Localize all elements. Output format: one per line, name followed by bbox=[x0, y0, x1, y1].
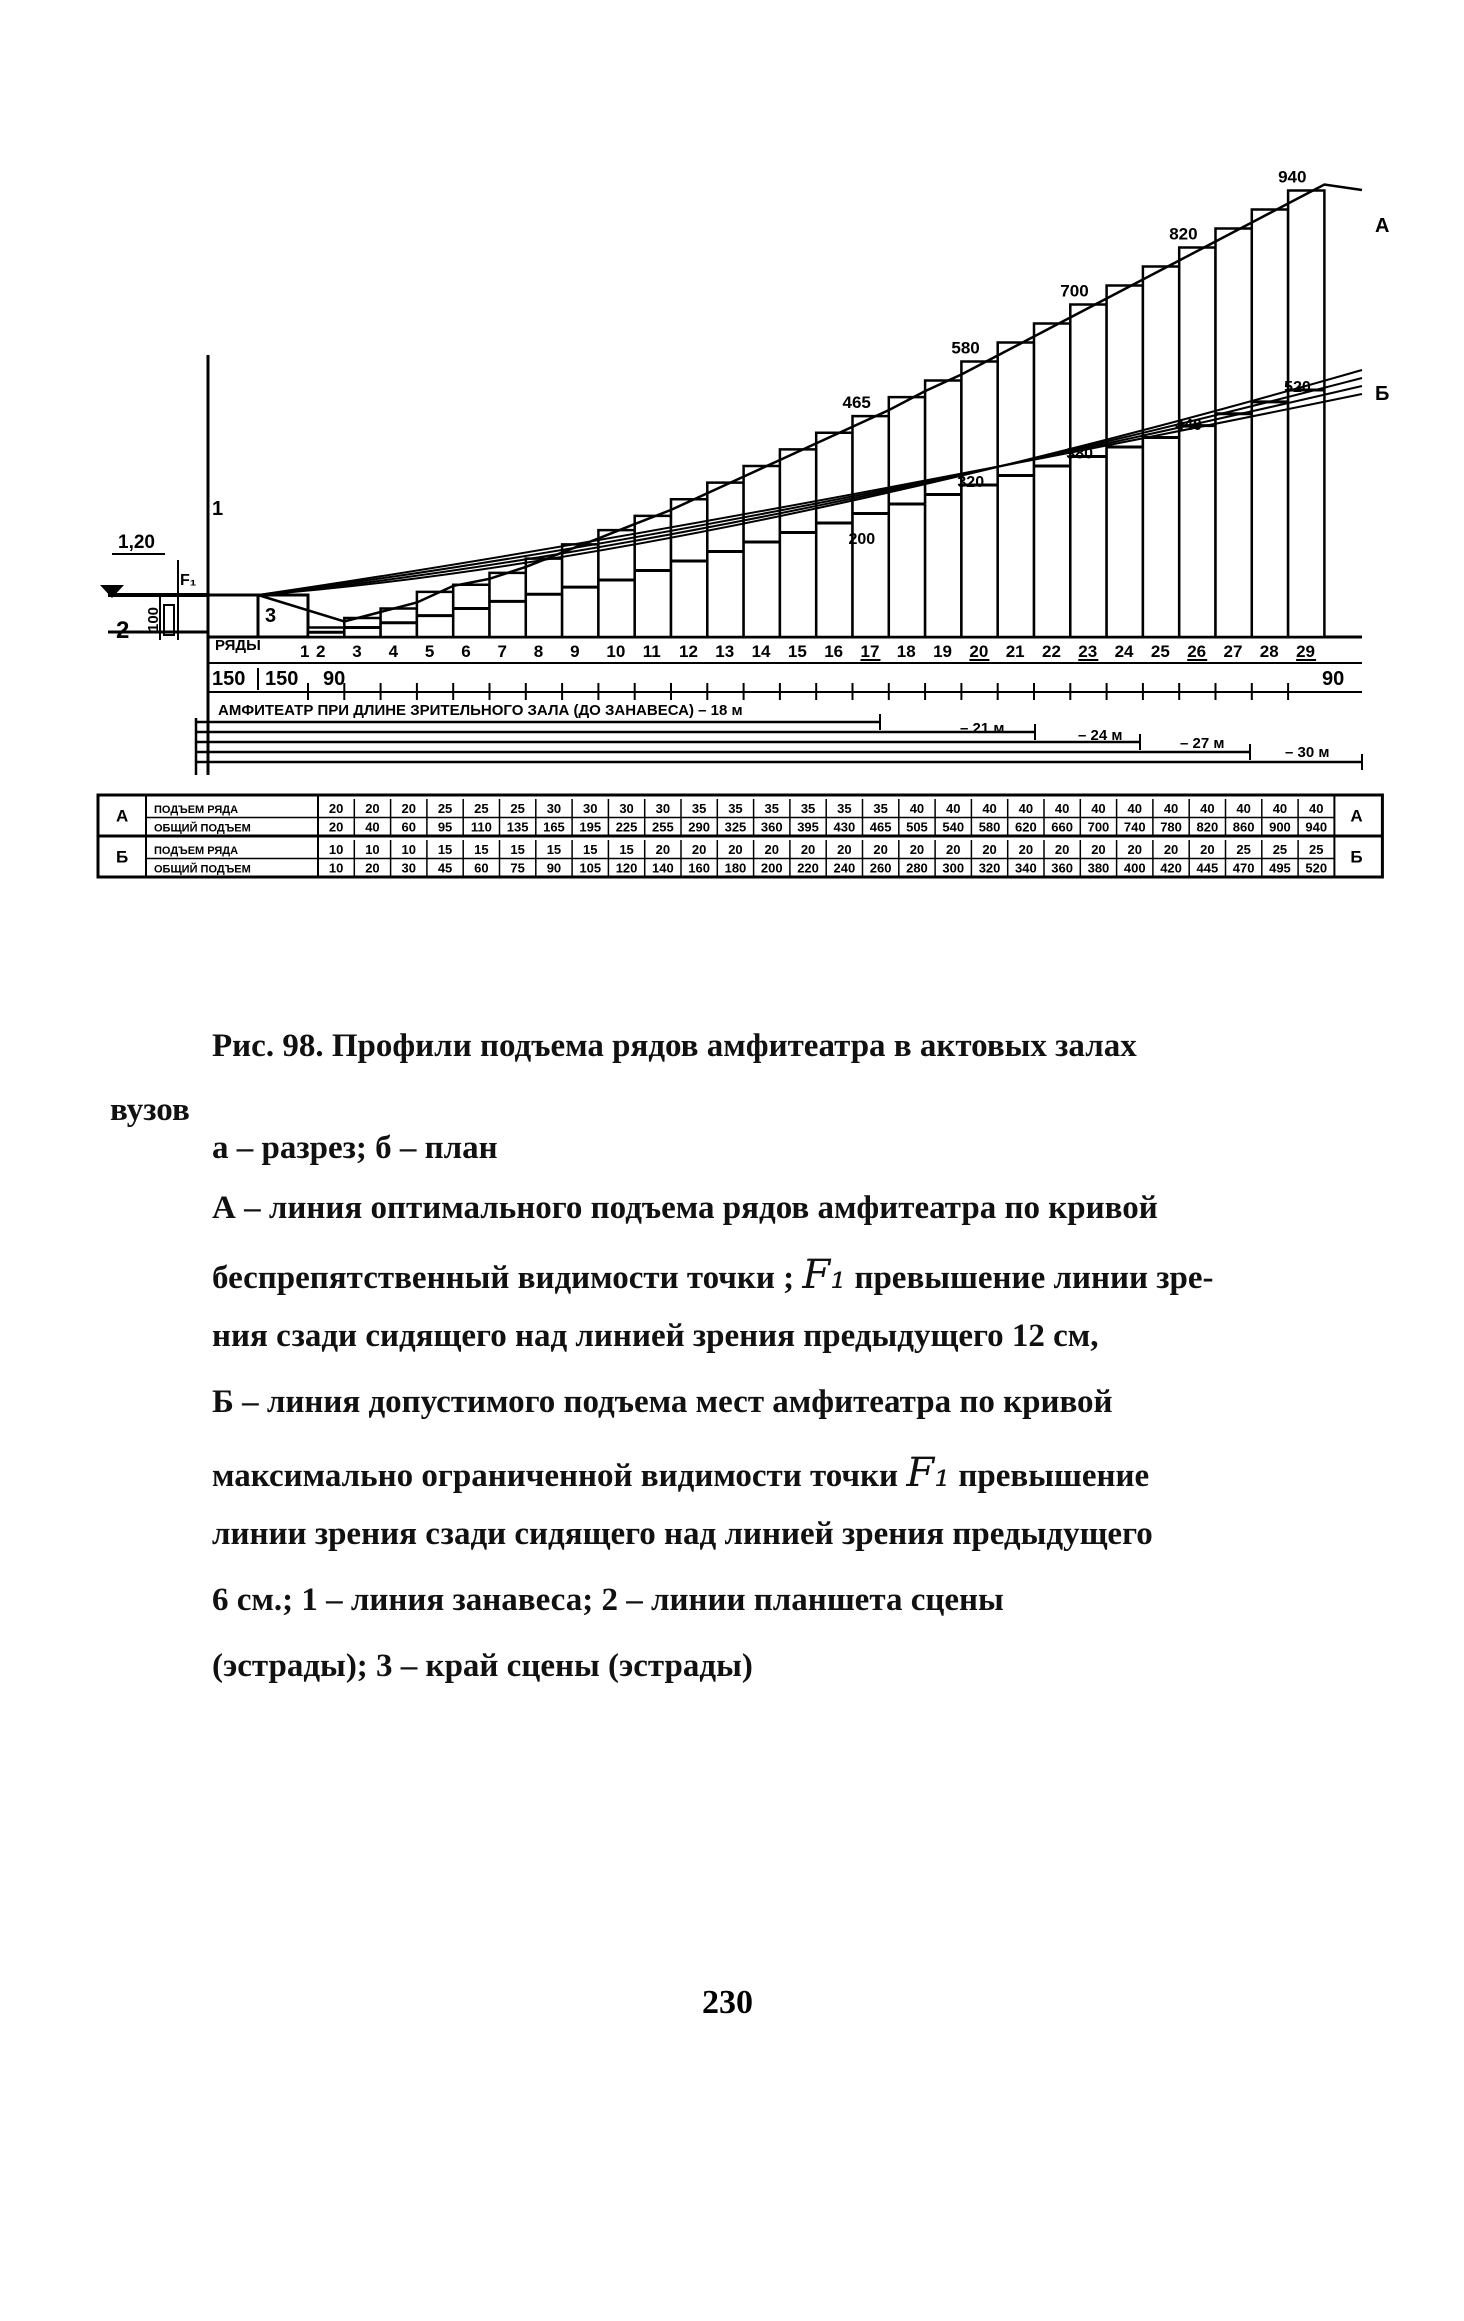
row-number: 28 bbox=[1259, 642, 1279, 661]
row-bar-A bbox=[453, 585, 489, 637]
table-cell: 400 bbox=[1123, 860, 1146, 876]
table-cell: 20 bbox=[728, 842, 743, 857]
table-cell: 20 bbox=[1054, 842, 1070, 857]
row-number: 27 bbox=[1223, 642, 1243, 661]
table-cell: 10 bbox=[328, 860, 344, 876]
table-cell: 20 bbox=[1163, 842, 1179, 857]
caption-line-10: 6 см.; 1 – линия занавеса; 2 – линии планшета сцены bbox=[212, 1582, 1004, 1618]
table-cell: 110 bbox=[470, 819, 492, 835]
table-cell: 780 bbox=[1160, 819, 1182, 835]
length-label-30: – 30 м bbox=[1285, 744, 1330, 761]
table-cell: 520 bbox=[1305, 860, 1328, 876]
table-cell: 20 bbox=[800, 842, 816, 857]
caption-line-1: Рис. 98. Профили подъема рядов амфитеатра в актовых залах bbox=[212, 1028, 1137, 1064]
row-bar-A bbox=[707, 483, 743, 637]
table-cell: 10 bbox=[328, 842, 344, 857]
table-cell: 40 bbox=[1018, 801, 1034, 816]
table-cell: 15 bbox=[619, 842, 634, 857]
row-bar-A bbox=[889, 397, 925, 637]
table-cell: 220 bbox=[797, 860, 819, 876]
table-cell: 40 bbox=[1091, 801, 1106, 816]
f1-symbol: F₁ bbox=[802, 1252, 847, 1298]
caption-line-3: а – разрез; б – план bbox=[212, 1130, 498, 1166]
table-cell: 20 bbox=[365, 801, 380, 816]
caption-line-9: линии зрения сзади сидящего над линией зрения предыдущего bbox=[212, 1516, 1153, 1552]
table-cell: 10 bbox=[365, 842, 380, 857]
row-bar-A bbox=[1107, 286, 1143, 638]
table-row-label: ОБЩИЙ ПОДЪЕМ bbox=[154, 822, 251, 835]
row-number: 2 bbox=[316, 642, 326, 661]
table-cell: 35 bbox=[800, 801, 816, 816]
row-bar-A bbox=[1070, 305, 1106, 638]
row-bar-A bbox=[1252, 210, 1288, 638]
table-cell: 540 bbox=[942, 819, 965, 835]
table-cell: 20 bbox=[1200, 842, 1215, 857]
row-number: 15 bbox=[787, 642, 807, 661]
row-bar-A bbox=[780, 449, 816, 637]
length-label-24: – 24 м bbox=[1078, 727, 1123, 744]
table-cell: 35 bbox=[873, 801, 888, 816]
caption-line-5a: беспрепятственный видимости точки ; bbox=[212, 1260, 795, 1296]
table-cell: 20 bbox=[691, 842, 707, 857]
caption-line-2: вузов bbox=[110, 1092, 190, 1128]
table-cell: 35 bbox=[691, 801, 707, 816]
spacing-90-end: 90 bbox=[1322, 668, 1345, 690]
row-number: 12 bbox=[679, 642, 698, 661]
rows-label: РЯДЫ bbox=[215, 637, 261, 654]
table-cell: 300 bbox=[942, 860, 965, 876]
row-number: 21 bbox=[1005, 642, 1025, 661]
length-label-27: – 27 м bbox=[1180, 735, 1225, 752]
table-cell: 30 bbox=[401, 860, 416, 876]
row-bar-A bbox=[526, 559, 562, 637]
row-number: 3 bbox=[352, 642, 362, 661]
table-cell: 40 bbox=[1127, 801, 1142, 816]
table-cell: 20 bbox=[1127, 842, 1142, 857]
table-cell: 860 bbox=[1232, 819, 1255, 835]
row-bar-A bbox=[1288, 191, 1324, 638]
table-cell: 40 bbox=[365, 819, 380, 835]
curve-B-label: Б bbox=[1375, 383, 1390, 405]
caption-line-11: (эстрады); 3 – край сцены (эстрады) bbox=[212, 1648, 753, 1684]
caption-line-8 bbox=[212, 1450, 1149, 1496]
table-cell: 15 bbox=[546, 842, 562, 857]
table-cell: 90 bbox=[546, 860, 562, 876]
row-bar-A bbox=[671, 499, 707, 637]
row-number: 17 bbox=[860, 642, 880, 661]
caption-line-6: ния сзади сидящего над линией зрения предыдущего 12 см, bbox=[212, 1318, 1099, 1354]
table-cell: 20 bbox=[982, 842, 997, 857]
curve-B-value: 440 bbox=[1175, 417, 1202, 434]
table-cell: 140 bbox=[651, 860, 674, 876]
row-bar-A bbox=[816, 433, 852, 637]
table-row-label: ПОДЪЕМ РЯДА bbox=[154, 845, 239, 857]
row-number: 16 bbox=[824, 642, 844, 661]
length-label-21: – 21 м bbox=[960, 720, 1005, 737]
caption-line-5b: превышение линии зре- bbox=[854, 1260, 1214, 1296]
caption-line-8b: превышение bbox=[958, 1458, 1150, 1494]
amphi-label: АМФИТЕАТР ПРИ ДЛИНЕ ЗРИТЕЛЬНОГО ЗАЛА (ДО ЗАНАВЕСА) – 18 м bbox=[218, 702, 743, 719]
table-cell: 360 bbox=[1051, 860, 1074, 876]
row-bar-A bbox=[562, 544, 598, 637]
table-cell: 420 bbox=[1160, 860, 1182, 876]
table-cell: 20 bbox=[764, 842, 779, 857]
table-side-label-right: Б bbox=[1350, 847, 1363, 867]
table-cell: 25 bbox=[510, 801, 525, 816]
table-cell: 165 bbox=[543, 819, 565, 835]
row-number: 7 bbox=[497, 642, 507, 661]
row-bar-A bbox=[1216, 229, 1252, 638]
table-cell: 620 bbox=[1014, 819, 1037, 835]
table-cell: 740 bbox=[1123, 819, 1146, 835]
table-cell: 20 bbox=[1091, 842, 1106, 857]
table-cell: 60 bbox=[474, 860, 489, 876]
table-cell: 15 bbox=[510, 842, 525, 857]
table-cell: 20 bbox=[328, 801, 344, 816]
spacing-150-a: 150 bbox=[212, 668, 246, 690]
table-cell: 40 bbox=[1309, 801, 1324, 816]
row-number: 22 bbox=[1042, 642, 1061, 661]
table-cell: 180 bbox=[724, 860, 747, 876]
curve-A-value: 820 bbox=[1169, 224, 1198, 244]
row-number: 8 bbox=[533, 642, 544, 661]
table-cell: 260 bbox=[869, 860, 892, 876]
table-side-label: А bbox=[116, 806, 129, 826]
table-cell: 95 bbox=[437, 819, 453, 835]
caption-line-4: А – линия оптимального подъема рядов амфитеатра по кривой bbox=[212, 1190, 1158, 1226]
table-cell: 40 bbox=[1236, 801, 1251, 816]
curve-B-value: 520 bbox=[1284, 379, 1311, 396]
curve-B-value: 320 bbox=[957, 474, 985, 491]
row-bar-A bbox=[961, 362, 997, 638]
curve-A-value: 940 bbox=[1278, 167, 1307, 187]
row-bar-A bbox=[1034, 324, 1070, 638]
row-number: 19 bbox=[933, 642, 953, 661]
table-cell: 395 bbox=[797, 819, 819, 835]
row-number: 25 bbox=[1150, 642, 1170, 661]
row-number: 20 bbox=[969, 642, 989, 661]
table-cell: 35 bbox=[837, 801, 852, 816]
table-cell: 320 bbox=[978, 860, 1001, 876]
curve-A-value: 580 bbox=[951, 338, 980, 358]
table-cell: 15 bbox=[474, 842, 489, 857]
spacing-90-start: 90 bbox=[323, 668, 346, 690]
table-cell: 25 bbox=[437, 801, 453, 816]
caption-line-5 bbox=[212, 1252, 1214, 1298]
table-cell: 30 bbox=[655, 801, 671, 816]
table-cell: 160 bbox=[688, 860, 711, 876]
row-bar-A bbox=[998, 343, 1034, 638]
table-cell: 40 bbox=[1054, 801, 1070, 816]
table-cell: 15 bbox=[437, 842, 453, 857]
table-cell: 30 bbox=[546, 801, 562, 816]
table-cell: 240 bbox=[833, 860, 856, 876]
row-number: 26 bbox=[1187, 642, 1207, 661]
table-cell: 120 bbox=[615, 860, 638, 876]
row-number: 14 bbox=[751, 642, 771, 661]
table-cell: 225 bbox=[615, 819, 638, 835]
table-cell: 20 bbox=[873, 842, 888, 857]
table-cell: 35 bbox=[728, 801, 743, 816]
table-cell: 660 bbox=[1051, 819, 1074, 835]
table-cell: 465 bbox=[869, 819, 892, 835]
table-cell: 25 bbox=[1236, 842, 1251, 857]
row-bar-A bbox=[490, 573, 526, 637]
curve-A-value: 700 bbox=[1060, 281, 1089, 301]
table-cell: 940 bbox=[1305, 819, 1328, 835]
table-cell: 25 bbox=[1272, 842, 1288, 857]
table-cell: 470 bbox=[1232, 860, 1255, 876]
table-cell: 40 bbox=[982, 801, 997, 816]
table-cell: 20 bbox=[328, 819, 344, 835]
table-cell: 25 bbox=[1309, 842, 1324, 857]
table-side-label: Б bbox=[116, 847, 129, 867]
row-bar-A bbox=[744, 466, 780, 637]
table-cell: 40 bbox=[1163, 801, 1179, 816]
row-bar-A bbox=[853, 416, 889, 637]
table-cell: 20 bbox=[655, 842, 671, 857]
table-cell: 255 bbox=[651, 819, 674, 835]
spacing-150-b: 150 bbox=[265, 668, 299, 690]
table-cell: 445 bbox=[1196, 860, 1219, 876]
row-bar-A bbox=[925, 381, 961, 638]
table-cell: 40 bbox=[946, 801, 961, 816]
curve-B-value: 380 bbox=[1066, 445, 1094, 463]
stage-edge-block bbox=[208, 595, 258, 637]
row-number: 11 bbox=[642, 642, 661, 661]
table-cell: 505 bbox=[906, 819, 928, 835]
table-row-label: ОБЩИЙ ПОДЪЕМ bbox=[154, 863, 251, 876]
page-number: 230 bbox=[702, 1984, 753, 2021]
table-cell: 325 bbox=[724, 819, 747, 835]
row-number: 9 bbox=[570, 642, 580, 661]
table-cell: 900 bbox=[1269, 819, 1291, 835]
f1-symbol-2: F₁ bbox=[906, 1450, 951, 1496]
curve-A-value: 465 bbox=[842, 393, 871, 413]
table-cell: 820 bbox=[1196, 819, 1219, 835]
table-cell: 195 bbox=[579, 819, 602, 835]
table-cell: 10 bbox=[401, 842, 416, 857]
table-cell: 380 bbox=[1087, 860, 1110, 876]
table-side-label-right: А bbox=[1350, 806, 1363, 826]
table-cell: 30 bbox=[619, 801, 634, 816]
table-cell: 40 bbox=[909, 801, 925, 816]
table-cell: 60 bbox=[401, 819, 416, 835]
row-number: 23 bbox=[1078, 642, 1098, 661]
row-number: 13 bbox=[715, 642, 735, 661]
table-cell: 135 bbox=[506, 819, 529, 835]
row-number: 6 bbox=[461, 642, 471, 661]
table-cell: 25 bbox=[474, 801, 489, 816]
table-cell: 20 bbox=[365, 860, 380, 876]
row-number: 18 bbox=[896, 642, 916, 661]
table-cell: 105 bbox=[579, 860, 602, 876]
table-cell: 40 bbox=[1272, 801, 1288, 816]
row-bar-A bbox=[1179, 248, 1215, 638]
table-cell: 200 bbox=[760, 860, 783, 876]
table-cell: 360 bbox=[760, 819, 783, 835]
dim-100-label: 100 bbox=[145, 606, 162, 632]
table-cell: 35 bbox=[764, 801, 779, 816]
f1-label: F₁ bbox=[180, 572, 197, 589]
caption-line-7: Б – линия допустимого подъема мест амфитеатра по кривой bbox=[212, 1384, 1113, 1420]
caption-line-8a: максимально ограниченной видимости точки bbox=[212, 1458, 899, 1494]
table-cell: 20 bbox=[1018, 842, 1034, 857]
curve-B-value: 200 bbox=[848, 531, 876, 548]
table-cell: 580 bbox=[978, 819, 1001, 835]
table-cell: 340 bbox=[1014, 860, 1037, 876]
stage-label: 2 bbox=[116, 617, 130, 644]
table-cell: 20 bbox=[401, 801, 416, 816]
table-cell: 15 bbox=[583, 842, 598, 857]
table-cell: 40 bbox=[1200, 801, 1215, 816]
row-number: 4 bbox=[388, 642, 399, 661]
stage-edge-label: 3 bbox=[265, 605, 277, 627]
row-number: 24 bbox=[1114, 642, 1134, 661]
table-cell: 430 bbox=[833, 819, 856, 835]
table-cell: 45 bbox=[437, 860, 453, 876]
table-cell: 75 bbox=[510, 860, 525, 876]
table-cell: 700 bbox=[1087, 819, 1110, 835]
amphitheatre-profile-figure bbox=[0, 0, 1464, 940]
table-cell: 495 bbox=[1269, 860, 1291, 876]
curtain-label: 1 bbox=[212, 498, 224, 520]
table-cell: 30 bbox=[583, 801, 598, 816]
table-cell: 20 bbox=[909, 842, 925, 857]
table-row-label: ПОДЪЕМ РЯДА bbox=[154, 804, 239, 816]
row-number: 5 bbox=[424, 642, 435, 661]
table-cell: 280 bbox=[906, 860, 928, 876]
dim-1-20-label: 1,20 bbox=[118, 532, 155, 553]
row-number: 1 bbox=[300, 642, 310, 661]
table-cell: 20 bbox=[837, 842, 852, 857]
row-number: 10 bbox=[606, 642, 626, 661]
table-cell: 20 bbox=[946, 842, 961, 857]
row-number: 29 bbox=[1296, 642, 1316, 661]
table-cell: 290 bbox=[688, 819, 711, 835]
row-bar-A bbox=[1143, 267, 1179, 638]
curve-A-label: А bbox=[1375, 215, 1390, 237]
